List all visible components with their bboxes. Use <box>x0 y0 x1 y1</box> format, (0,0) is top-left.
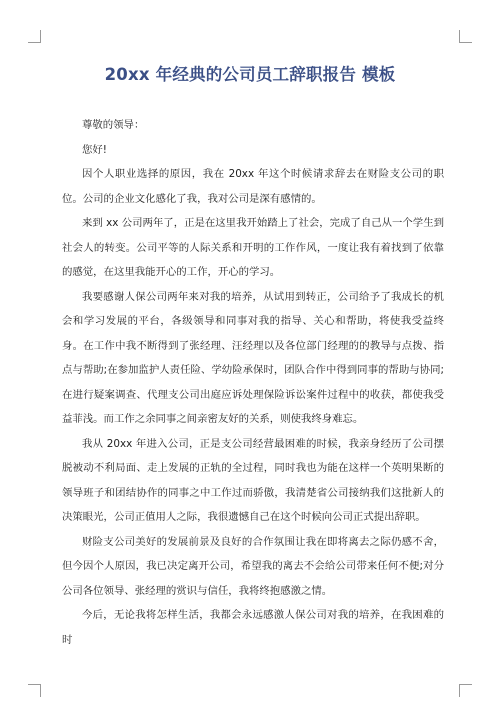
salutation: 尊敬的领导： <box>82 119 145 131</box>
crop-mark-top-left <box>28 30 41 43</box>
paragraph-future: 今后，无论我将怎样生活，我都会永远感激人保公司对我的培养，在我困难的时 <box>62 609 444 646</box>
paragraph-joining: 我从 20xx 年进入公司，正是支公司经营最困难的时候，我亲身经历了公司摆脱被动不利局面、走上发展的正轨的全过程，同时我也为能在这样一个英明果断的领导班子和团结协作的同事之中工作过而骄傲，我清楚省公司接纳我们这批新人的决策眼光，公司正值用人之际，我很遗憾自己在这个时候向公司正式提出辞职。 <box>62 437 444 523</box>
document-title: 20xx 年经典的公司员工辞职报告 模板 <box>104 65 396 84</box>
document-body <box>62 113 444 652</box>
greeting: 您好! <box>82 143 107 156</box>
paragraph-two-years: 来到 xx 公司两年了，正是在这里我开始踏上了社会，完成了自己从一个学生到社会人的转变。公司平等的人际关系和开明的工作作风，一度让我有着找到了依靠的感觉，在这里我能开心的工作，开心的学习。 <box>62 217 444 278</box>
paragraph-gratitude: 我要感谢人保公司两年来对我的培养，从试用到转正，公司给予了我成长的机会和学习发展的平台，各级领导和同事对我的指导、关心和帮助，将使我受益终身。在工作中我不断得到了张经理、汪经理以及各位部门经理的的教导与点拨、指点与帮助;在参加监护人责任险、学幼险承保时，团队合作中得到同事的帮助与协同;在进行疑案调查、代理支公司出庭应诉处理保险诉讼案件过程中的收获，都使我受益菲浅。而工作之余同事之间亲密友好的关系，则使我终身难忘。 <box>62 290 444 425</box>
crop-mark-top-right <box>459 30 472 43</box>
paragraph-prospects: 财险支公司美好的发展前景及良好的合作氛围让我在即将离去之际仍感不舍，但今因个人原因，我已决定离开公司，希望我的离去不会给公司带来任何不便;对分公司各位领导、张经理的赏识与信任，我将终抱感激之情。 <box>62 535 444 597</box>
crop-mark-bottom-right <box>459 684 472 697</box>
paragraph-reason: 因个人职业选择的原因，我在 20xx 年这个时候请求辞去在财险支公司的职位。公司的企业文化感化了我，我对公司是深有感情的。 <box>62 168 444 205</box>
crop-mark-bottom-left <box>28 684 41 697</box>
